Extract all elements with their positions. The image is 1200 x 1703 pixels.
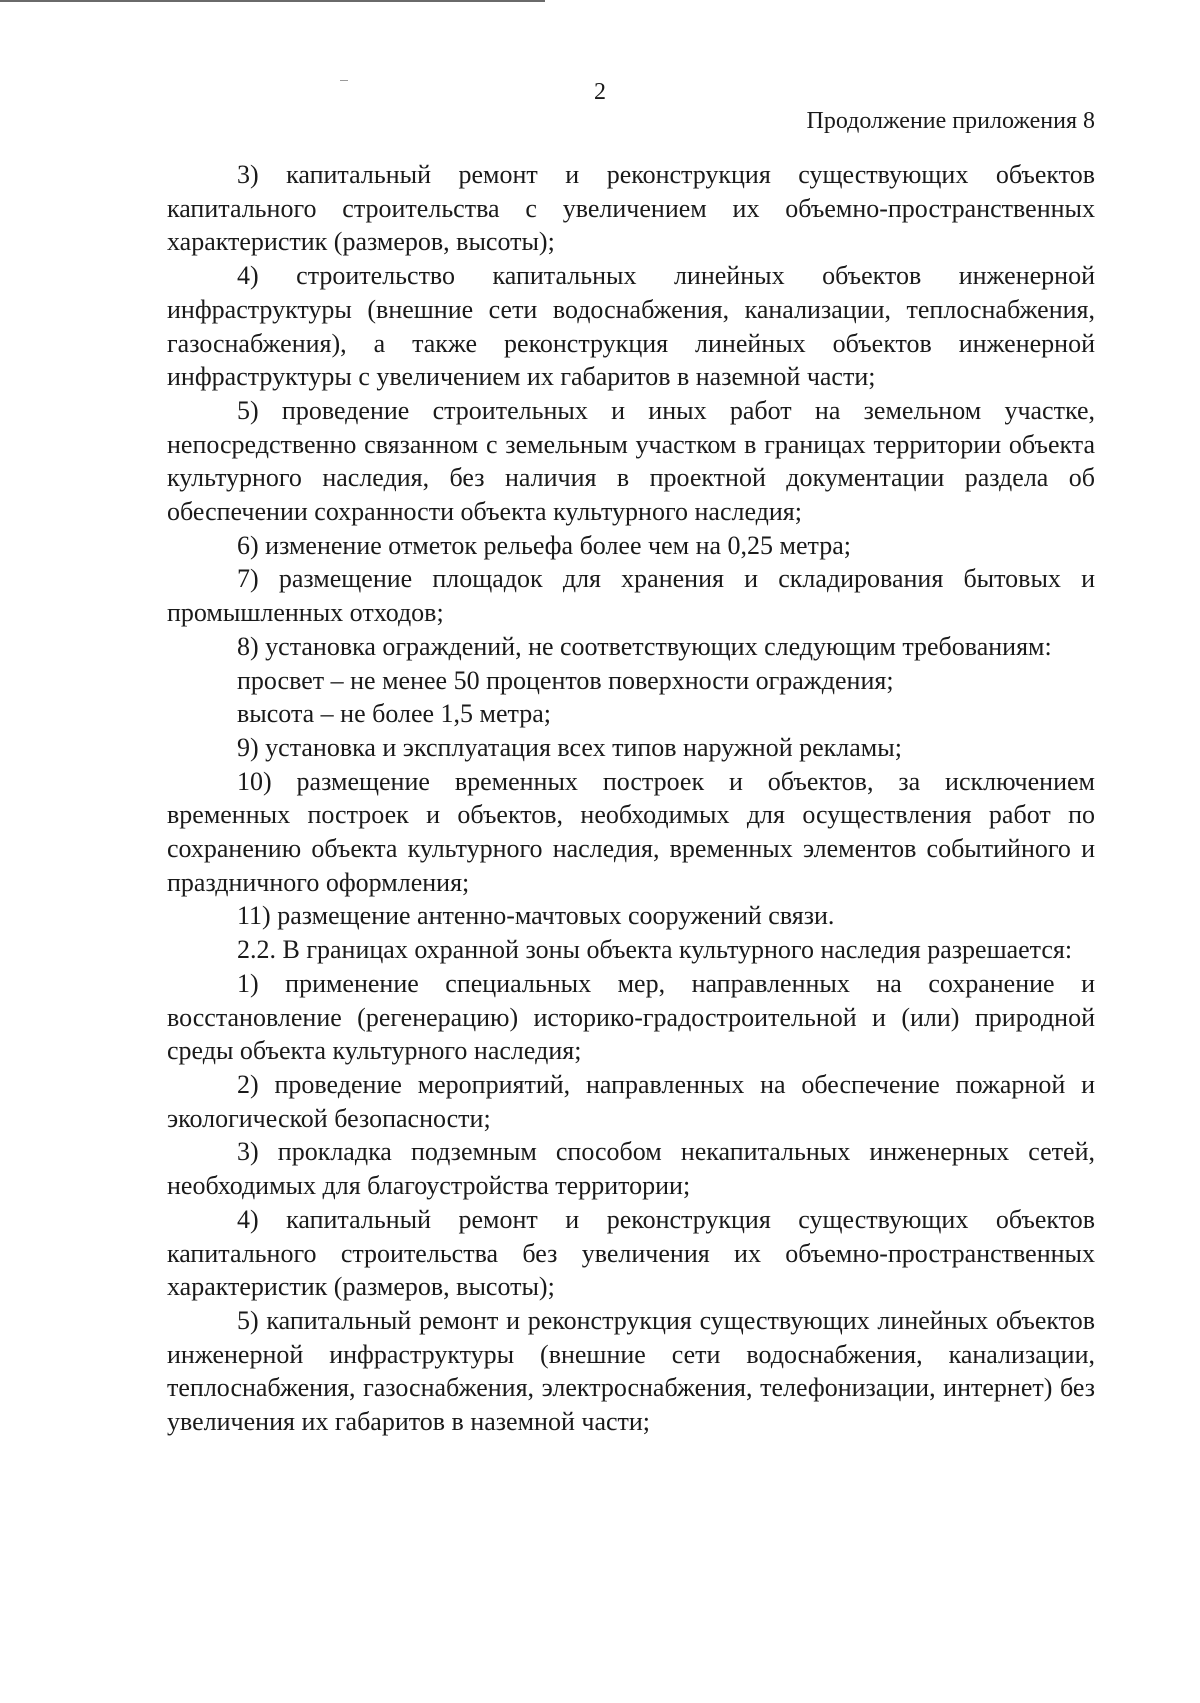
paragraph: 1) применение специальных мер, направленных на сохранение и восстановление (регенерацию) историко-градостроительной и (или) природной среды объекта культурного наследия; — [167, 968, 1095, 1066]
paragraph: 9) установка и эксплуатация всех типов наружной рекламы; — [237, 732, 902, 762]
paragraph: высота – не более 1,5 метра; — [237, 699, 551, 729]
paragraph: 7) размещение площадок для хранения и складирования бытовых и промышленных отходов; — [167, 564, 1095, 628]
page-number: 2 — [594, 79, 606, 105]
paragraph: 11) размещение антенно-мачтовых сооружений связи. — [237, 901, 835, 931]
paragraph: 3) капитальный ремонт и реконструкция существующих объектов капитального строительства с увеличением их объемно-пространственных характеристик (размеров, высоты); — [167, 160, 1095, 257]
scan-edge-line — [0, 0, 545, 2]
paragraph: 2) проведение мероприятий, направленных на обеспечение пожарной и экологической безопасности; — [167, 1069, 1095, 1133]
paragraph: 3) прокладка подземным способом некапитальных инженерных сетей, необходимых для благоустройства территории; — [167, 1137, 1095, 1201]
paragraph: 10) размещение временных построек и объектов, за исключением временных построек и объектов, необходимых для осуществления работ по сохранению объекта культурного наследия, временных элементов событийного и праздничного оформления; — [167, 766, 1095, 897]
paragraph: 2.2. В границах охранной зоны объекта культурного наследия разрешается: — [237, 935, 1073, 965]
paragraph: 4) строительство капитальных линейных объектов инженерной инфраструктуры (внешние сети водоснабжения, канализации, теплоснабжения, газоснабжения), а также реконструкция линейных объектов инженерной инфраструктуры с увеличением их габаритов в наземной части; — [167, 261, 1095, 392]
paragraph: 5) капитальный ремонт и реконструкция существующих линейных объектов инженерной инфраструктуры (внешние сети водоснабжения, канализации, теплоснабжения, газоснабжения, электроснабжения, телефонизации, интернет) без увеличения их габаритов в наземной части; — [167, 1305, 1095, 1437]
paragraph: 5) проведение строительных и иных работ на земельном участке, непосредственно связанном с земельным участком в границах территории объекта культурного наследия, без наличия в проектной документации раздела об обеспечении сохранности объекта культурного наследия; — [167, 395, 1095, 527]
paragraph: 4) капитальный ремонт и реконструкция существующих объектов капитального строительства без увеличения их объемно-пространственных характеристик (размеров, высоты); — [167, 1204, 1095, 1302]
paragraph: просвет – не менее 50 процентов поверхности ограждения; — [237, 665, 894, 695]
continuation-label: Продолжение приложения 8 — [806, 108, 1095, 134]
paragraph: 6) изменение отметок рельефа более чем на 0,25 метра; — [237, 530, 851, 560]
paragraph: 8) установка ограждений, не соответствующих следующим требованиям: — [237, 631, 1052, 661]
document-body — [167, 158, 1095, 1439]
